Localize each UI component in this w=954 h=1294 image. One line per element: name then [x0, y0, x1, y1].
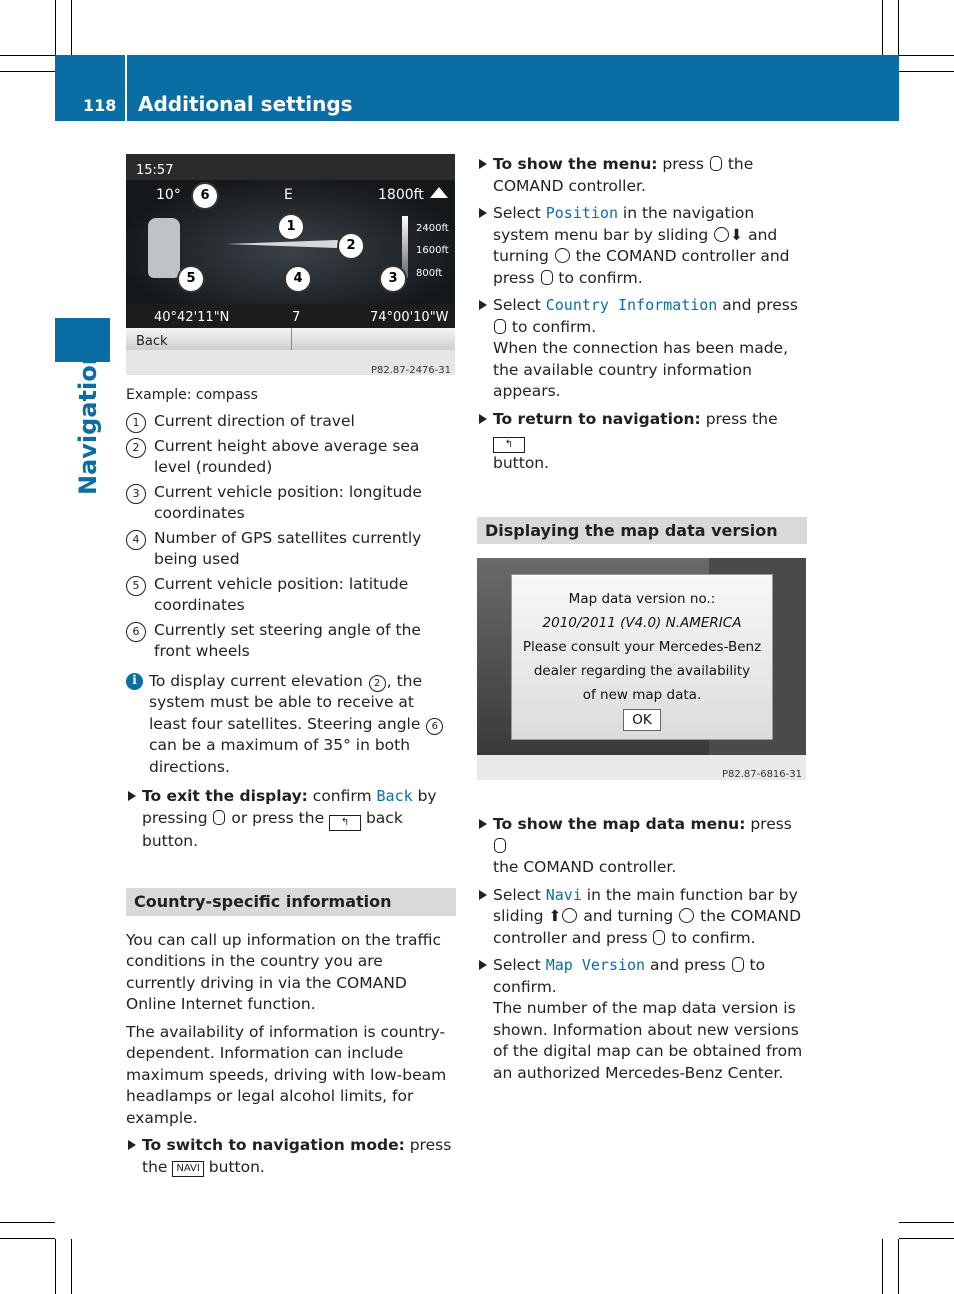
scale-label: 1600ft [416, 245, 449, 256]
crop-mark [898, 0, 899, 55]
back-button-icon: ↰ [493, 437, 525, 453]
crop-mark [882, 1239, 883, 1294]
crop-mark [899, 71, 954, 72]
callout-5: 5 [177, 265, 205, 293]
list-item: 2 Current height above average sea level (rounded) [126, 436, 456, 479]
step-show-menu: To show the menu: press the COMAND controller. [477, 154, 807, 197]
paragraph: The availability of information is country-dependent. Information can include maximum speeds, driving with low-beam headlamps or legal alcohol limits, for example. [126, 1022, 447, 1127]
compass-needle [226, 240, 336, 248]
controller-press-icon [710, 156, 722, 171]
callout-6: 6 [191, 182, 219, 210]
crop-mark [55, 0, 56, 55]
clock: 15:57 [136, 163, 174, 178]
altitude: 1800ft [378, 187, 424, 203]
crop-mark [899, 1222, 954, 1223]
compass-figure [126, 154, 455, 375]
right-column [477, 154, 807, 1090]
back-softkey[interactable] [126, 328, 292, 350]
crop-mark [0, 1238, 55, 1239]
page-number: 118 [83, 96, 117, 115]
map-data-dialog: Map data version no.: 2010/2011 (V4.0) N.AMERICA Please consult your Mercedes-Benz dealer regarding the availability of new map data. OK [511, 574, 773, 740]
list-item: 4 Number of GPS satellites currently being used [126, 528, 456, 571]
heading: E [284, 187, 293, 203]
list-item: 6 Currently set steering angle of the front wheels [126, 620, 456, 663]
crop-mark [882, 0, 883, 55]
section-heading: Displaying the map data version [477, 517, 807, 545]
back-button-icon: ↰ [329, 815, 361, 831]
step-select-country-info: Select Country Information and press to confirm. When the connection has been made, the available country information appears. [477, 295, 807, 403]
controller-slide-icon [562, 908, 577, 923]
controller-slide-icon [714, 227, 729, 242]
info-icon: i [126, 673, 143, 690]
page-title: Additional settings [138, 92, 353, 116]
callout-2: 2 [337, 232, 365, 260]
info-note: i To display current elevation 2 , the system must be able to receive at least four satellites. Steering angle 6 can be a maximum of 35° in both directions. [126, 671, 456, 779]
latitude: 40°42'11"N [154, 310, 230, 325]
controller-press-icon [213, 810, 225, 825]
figure-code: P82.87-2476-31 [370, 365, 451, 375]
crop-mark [899, 55, 954, 56]
map-version-figure [477, 558, 806, 780]
list-item: 3 Current vehicle position: longitude coordinates [126, 482, 456, 525]
satellite-count: 7 [292, 310, 301, 325]
back-softkey-label: Back [136, 334, 168, 349]
step-select-navi: Select Navi in the main function bar by sliding ⬆ and turning the COMAND controller and press to confirm. [477, 885, 807, 950]
callout-1: 1 [277, 213, 305, 241]
callout-4: 4 [284, 265, 312, 293]
crop-mark [0, 55, 55, 56]
side-tab-label: Navigation [74, 348, 102, 495]
crop-mark [0, 1222, 55, 1223]
controller-press-icon [732, 957, 744, 972]
callout-3: 3 [379, 265, 407, 293]
ok-button[interactable]: OK [623, 709, 661, 731]
controller-press-icon [541, 270, 553, 285]
car-icon [148, 218, 180, 278]
figure-code: P82.87-6816-31 [721, 769, 802, 780]
left-column [126, 154, 456, 1184]
longitude: 74°00'10"W [370, 310, 449, 325]
navi-button-icon: NAVI [172, 1161, 203, 1177]
controller-turn-icon [555, 248, 570, 263]
list-item: 5 Current vehicle position: latitude coordinates [126, 574, 456, 617]
header-separator [125, 55, 127, 121]
section-heading: Country-specific information [126, 888, 456, 916]
crop-mark [71, 0, 72, 55]
step-switch-navigation: To switch to navigation mode: press the NAVI button. [126, 1135, 456, 1178]
controller-press-icon [653, 930, 665, 945]
paragraph: You can call up information on the traffic conditions in the country you are currently driving in via the COMAND Online Internet function. [126, 930, 442, 1013]
step-select-position: Select Position in the navigation system menu bar by sliding ⬇ and turning the COMAND controller and press to confirm. [477, 203, 807, 289]
step-show-map-menu: To show the map data menu: press the COMAND controller. [477, 814, 807, 879]
controller-press-icon [494, 319, 506, 334]
controller-press-icon [494, 838, 506, 853]
controller-turn-icon [679, 908, 694, 923]
crop-mark [55, 1239, 56, 1294]
mountain-icon [430, 187, 448, 198]
figure-caption: Example: compass [126, 387, 258, 403]
list-item: 1 Current direction of travel [126, 411, 456, 433]
steering-angle: 10° [156, 187, 181, 203]
step-select-map-version: Select Map Version and press to confirm. The number of the map data version is shown. Information about new versions of the digital map can be obtained from an authorized Mercedes-Benz Center. [477, 955, 807, 1084]
scale-label: 800ft [416, 268, 443, 279]
step-exit-display: To exit the display: confirm Back by pressing or press the ↰ back button. [126, 786, 456, 852]
crop-mark [899, 1238, 954, 1239]
step-return-navigation: To return to navigation: press the ↰ button. [477, 409, 807, 475]
scale-label: 2400ft [416, 223, 449, 234]
crop-mark [898, 1239, 899, 1294]
crop-mark [71, 1239, 72, 1294]
crop-mark [0, 71, 55, 72]
